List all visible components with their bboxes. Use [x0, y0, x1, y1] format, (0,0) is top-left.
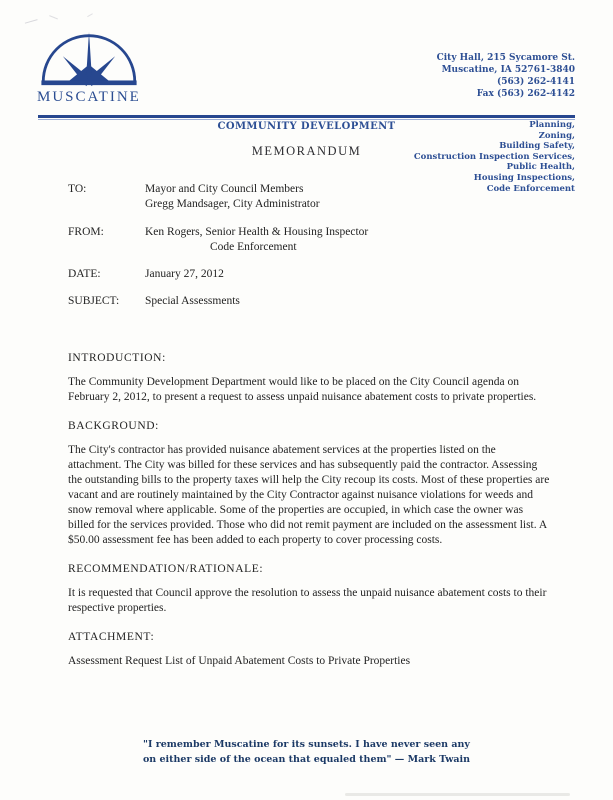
from-line: Code Enforcement	[210, 240, 297, 253]
contact-block	[437, 52, 575, 100]
from-label: FROM:	[68, 226, 104, 238]
muscatine-sunburst-icon	[37, 31, 141, 87]
service-item: Construction Inspection Services,	[413, 151, 575, 162]
pencil-scan-mark	[49, 11, 60, 20]
from-line: Ken Rogers, Senior Health & Housing Inspector	[145, 226, 369, 238]
date-value: January 27, 2012	[145, 268, 224, 280]
logo-wordmark: MUSCATINE	[37, 89, 141, 105]
attachment-heading: ATTACHMENT:	[68, 631, 155, 643]
service-item: Code Enforcement	[486, 183, 575, 194]
date-label: DATE:	[68, 268, 101, 280]
recommendation-paragraph: It is requested that Council approve the resolution to assess the unpaid nuisance abatement costs to their respective properties.	[68, 587, 547, 614]
memo-body	[68, 351, 551, 683]
pencil-scan-mark	[23, 14, 37, 23]
meta-row-date	[68, 267, 224, 282]
recommendation-heading: RECOMMENDATION/RATIONALE:	[68, 563, 264, 575]
department-heading: COMMUNITY DEVELOPMENT	[217, 121, 396, 132]
scan-smudge	[345, 793, 570, 796]
contact-line: (563) 262-4141	[496, 77, 575, 87]
meta-row-subject	[68, 294, 240, 309]
contact-line: Muscatine, IA 52761-3840	[441, 65, 575, 75]
meta-row-to	[68, 182, 320, 211]
service-item: Public Health,	[506, 162, 575, 173]
service-item: Building Safety,	[499, 141, 575, 152]
footer-quote-line: "I remember Muscatine for its sunsets. I have never seen any	[143, 739, 470, 750]
contact-line: Fax (563) 262-4142	[476, 89, 575, 99]
from-value	[145, 225, 368, 254]
to-line: Gregg Mandsager, City Administrator	[145, 197, 320, 210]
background-paragraph: The City's contractor has provided nuisance abatement services at the properties listed on the attachment. The City was billed for these services and has subsequently paid the contractor. Assessing the outstanding bills to the property taxes will help the City recoup its costs. Most of these properties are vacant and are routinely maintained by the City Contractor against nuisance violations for weeds and snow removal where applicable. Some of the properties are occupied, in which case the owner was billed for the services provided. Those who did not remit payment are included on the assessment list. A $50.00 assessment fee has been added to each property to cover processing costs.	[68, 444, 550, 546]
introduction-paragraph: The Community Development Department would like to be placed on the City Council agenda on February 2, 2012, to present a request to assess unpaid nuisance abatement costs to private properties.	[68, 376, 537, 403]
to-line: Mayor and City Council Members	[145, 183, 304, 195]
background-heading: BACKGROUND:	[68, 420, 159, 432]
meta-row-from	[68, 225, 368, 254]
service-item: Zoning,	[538, 130, 575, 141]
to-value	[145, 182, 320, 211]
to-label: TO:	[68, 183, 87, 195]
footer-quote	[0, 737, 613, 767]
introduction-heading: INTRODUCTION:	[68, 352, 166, 364]
subject-value: Special Assessments	[145, 295, 240, 307]
service-item: Housing Inspections,	[473, 172, 575, 183]
memo-title: MEMORANDUM	[251, 144, 362, 158]
service-item: Planning,	[529, 120, 575, 130]
pencil-scan-mark	[85, 10, 93, 17]
footer-quote-line: on either side of the ocean that equaled them" — Mark Twain	[142, 754, 471, 765]
contact-line: City Hall, 215 Sycamore St.	[436, 53, 575, 63]
subject-label: SUBJECT:	[68, 295, 120, 307]
attachment-paragraph: Assessment Request List of Unpaid Abatement Costs to Private Properties	[68, 655, 411, 667]
city-logo	[37, 31, 147, 106]
